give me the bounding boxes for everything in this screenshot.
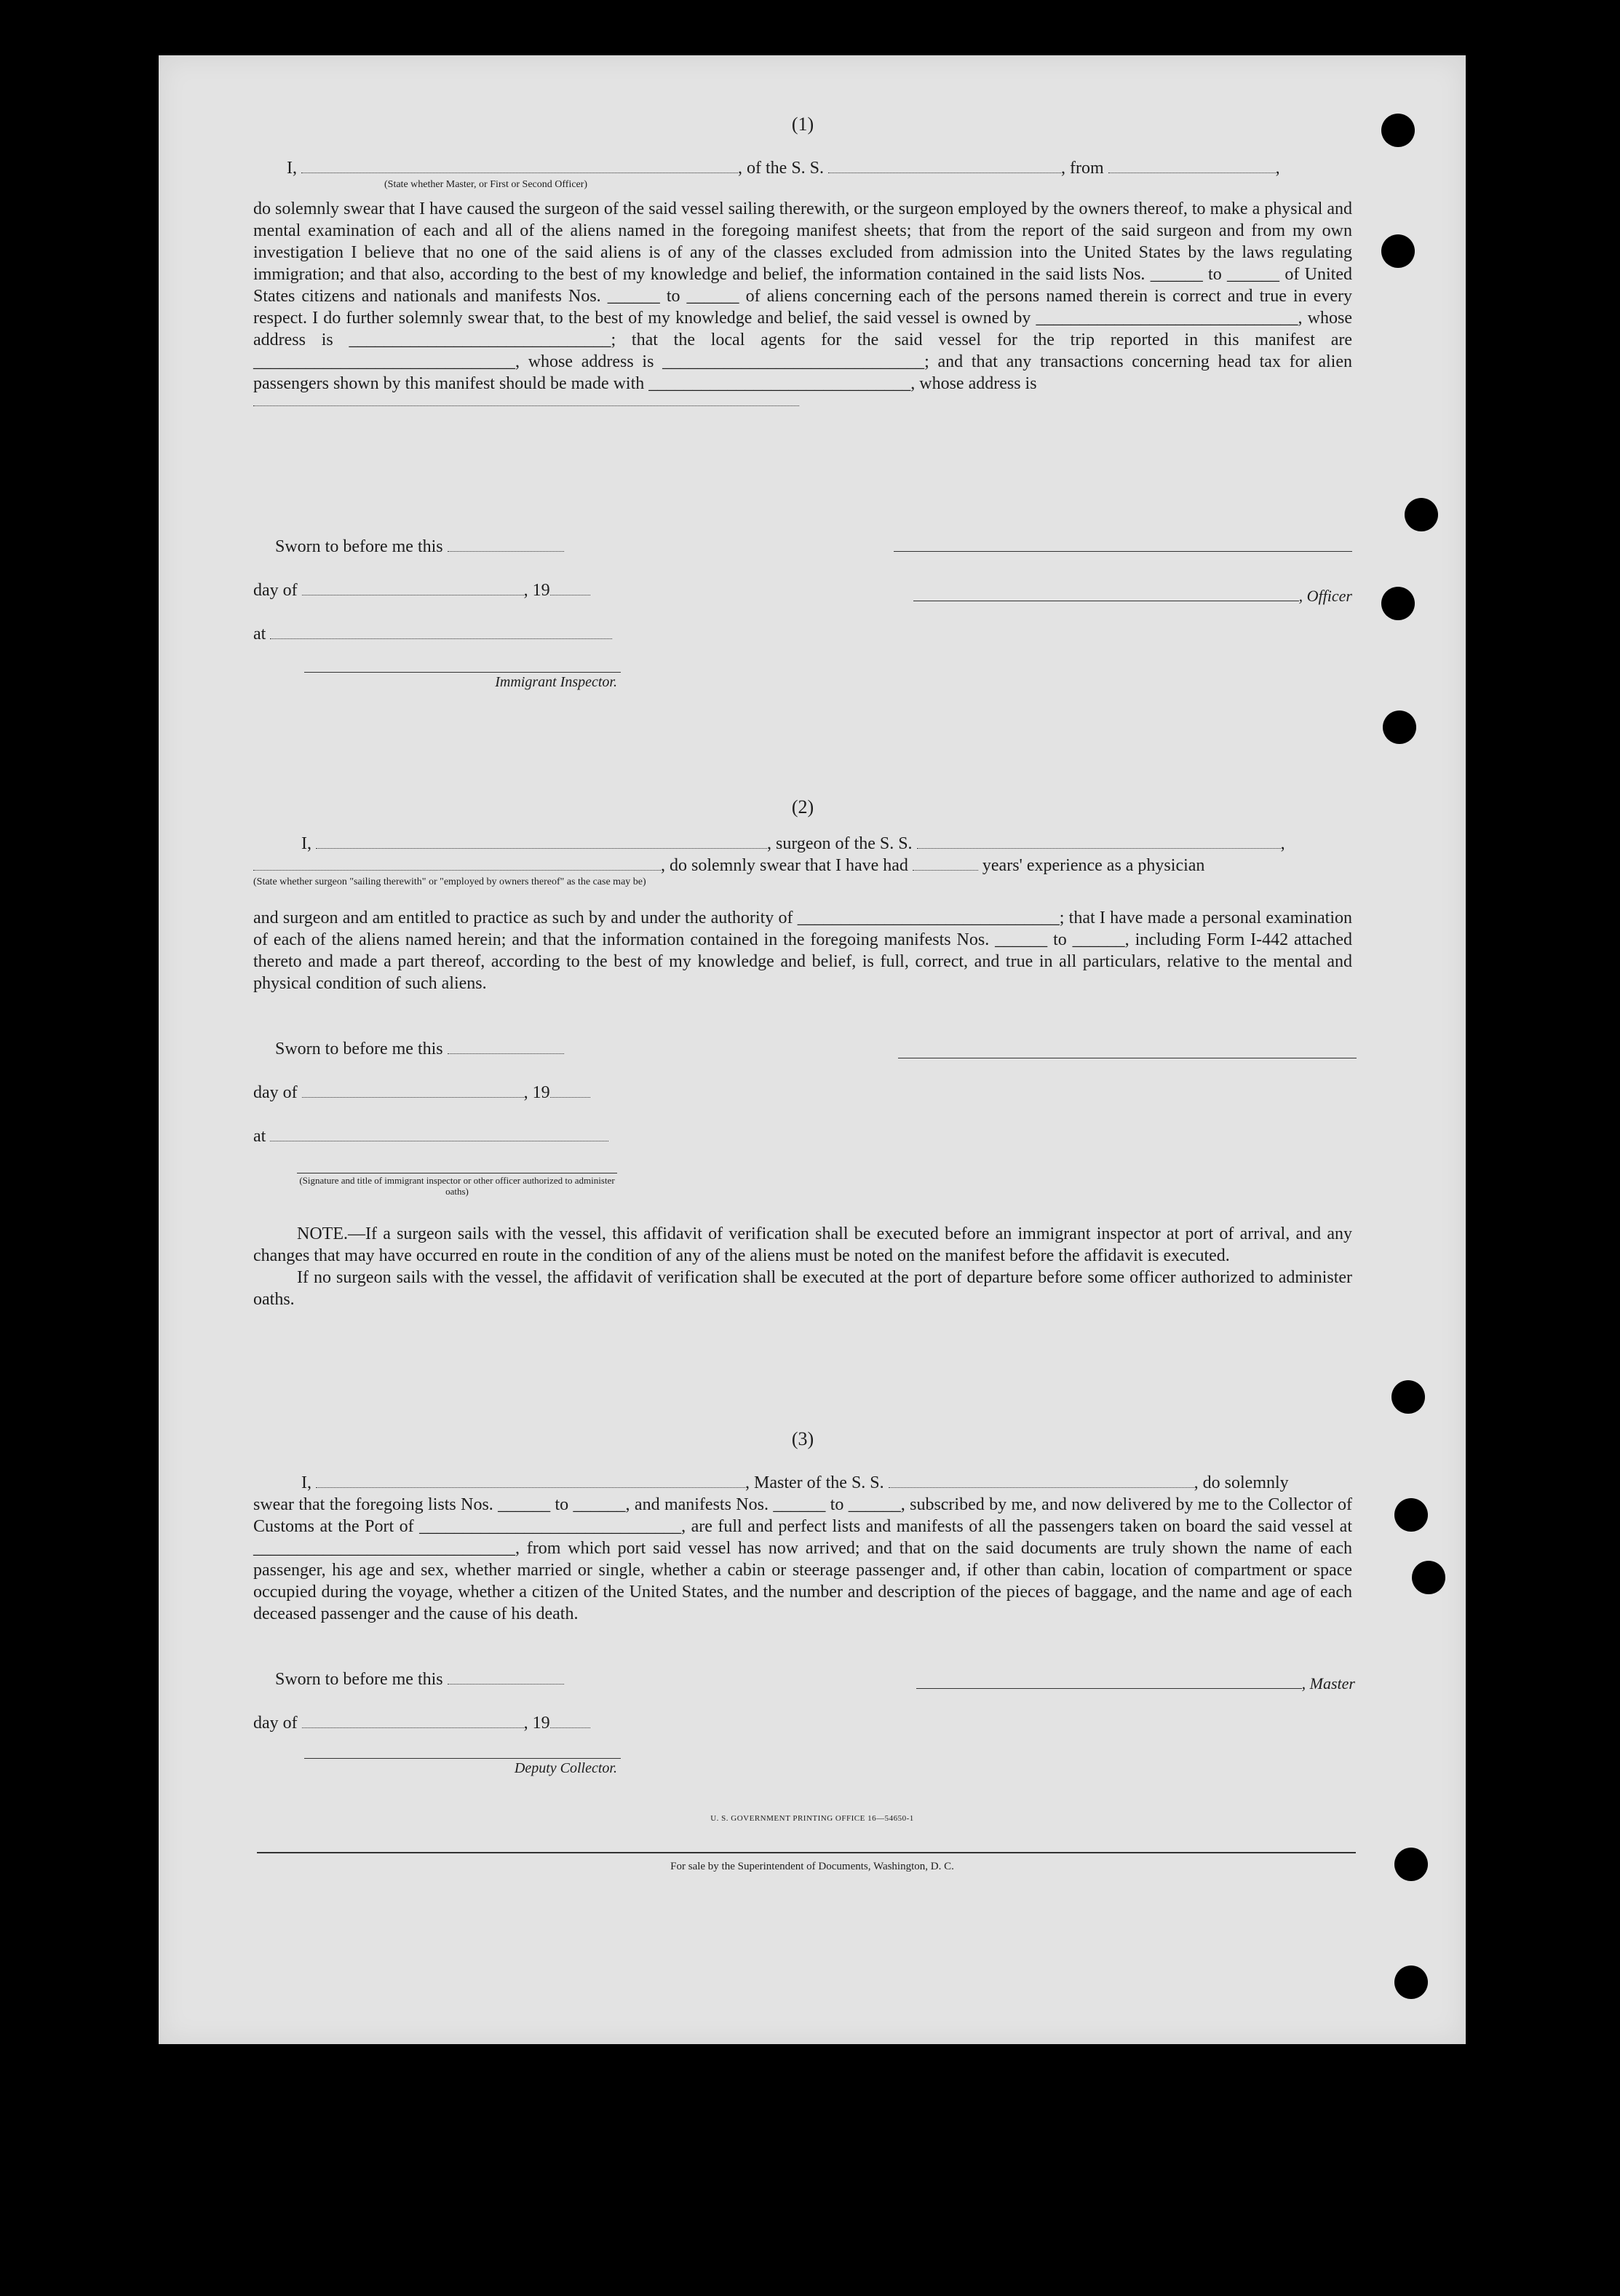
master-vessel-field[interactable] bbox=[889, 1474, 1194, 1488]
punch-hole bbox=[1381, 234, 1415, 268]
officer-rank-field[interactable] bbox=[301, 159, 738, 173]
section-1-jurat bbox=[253, 536, 617, 691]
section-3-heading: (3) bbox=[791, 1428, 814, 1449]
from-label: , from bbox=[1061, 159, 1104, 178]
section-3-jurat bbox=[253, 1668, 617, 1777]
surgeon-status-caption: (State whether surgeon "sailing therewith" or "employed by owners thereof" as the case may be) bbox=[253, 876, 646, 887]
place-field-2[interactable] bbox=[270, 1128, 608, 1141]
master-signature-block bbox=[900, 1673, 1355, 1695]
officer-signature-block bbox=[894, 550, 1352, 607]
vessel-name-field[interactable] bbox=[828, 159, 1061, 173]
years-field[interactable] bbox=[913, 857, 978, 871]
sworn-label-3: Sworn to before me this bbox=[275, 1670, 443, 1689]
section-2-jurat bbox=[253, 1038, 617, 1197]
footer-rule bbox=[257, 1852, 1356, 1853]
master-name-field[interactable] bbox=[316, 1474, 745, 1488]
note-surgeon-sails: NOTE.—If a surgeon sails with the vessel, this affidavit of verification shall be executed before an immigrant inspector at port of arrival, and any changes that may have occurred en route in the condition of any of the aliens must be noted on the manifest before the affidavit is executed. bbox=[253, 1224, 1352, 1265]
punch-hole bbox=[1391, 1380, 1425, 1414]
section-1-first-line: I, , of the S. S. , from , (State whether Master, or First or Second Officer) bbox=[253, 157, 1352, 191]
sale-notice: For sale by the Superintendent of Documents, Washington, D. C. bbox=[670, 1861, 954, 1872]
section-1 bbox=[253, 114, 1352, 135]
sworn-label: Sworn to before me this bbox=[275, 537, 443, 556]
master-of-ss-label: , Master of the S. S. bbox=[745, 1473, 884, 1492]
year-label: , 19 bbox=[523, 581, 550, 600]
of-ss-label: , of the S. S. bbox=[738, 159, 825, 178]
day-of-label: day of bbox=[253, 581, 298, 600]
month-field-3[interactable] bbox=[302, 1714, 524, 1728]
punch-hole bbox=[1381, 587, 1415, 620]
day-of-label-3: day of bbox=[253, 1714, 298, 1733]
authorized-officer-signature-line[interactable] bbox=[297, 1172, 617, 1173]
day-of-label-2: day of bbox=[253, 1083, 298, 1102]
surgeon-vessel-field[interactable] bbox=[917, 835, 1281, 849]
section-2-heading: (2) bbox=[791, 796, 814, 818]
sworn-day-field[interactable] bbox=[448, 538, 564, 552]
section-3-oath-text: swear that the foregoing lists Nos. ______ to ______, and manifests Nos. ______ to ______, subscribed by me, and now delivered by me to the Collector of Customs at the Port of ______________________________, are full and perfect lists and manifests of all the passengers taken on board the said vessel at ______________________________, from which port said vessel has now arrived; and that on the said documents are truly shown the name of each passenger, his age and sex, whether married or single, whether a cabin or steerage passenger and, if other than cabin, location of compartment or space occupied during the voyage, whether a citizen of the United States, and the number and description of the pieces of baggage, and the name and age of each deceased passenger and the cause of his death. bbox=[253, 1495, 1352, 1623]
sworn-day-field-2[interactable] bbox=[448, 1040, 564, 1054]
section-2-first-lines: I, , surgeon of the S. S. , , do solemnly swear that I have had years' experience as a physician (State whether surgeon "sailing therewith" or "employed by owners thereof" as the case may be) bbox=[253, 833, 1352, 888]
surgeon-signature-block bbox=[898, 1057, 1357, 1058]
punch-hole bbox=[1394, 1966, 1428, 1999]
section-3 bbox=[253, 1428, 1352, 1450]
sworn-label-2: Sworn to before me this bbox=[275, 1040, 443, 1058]
punch-hole bbox=[1394, 1498, 1428, 1532]
section-2 bbox=[253, 796, 1352, 818]
sworn-day-field-3[interactable] bbox=[448, 1671, 564, 1685]
do-solemnly-label: , do solemnly bbox=[1194, 1473, 1289, 1492]
at-label: at bbox=[253, 625, 266, 644]
surgeon-of-ss-label: , surgeon of the S. S. bbox=[767, 834, 913, 853]
section-3-body bbox=[253, 1494, 1352, 1625]
section-3-first-line bbox=[253, 1472, 1352, 1494]
section-1-oath-text: do solemnly swear that I have caused the surgeon of the said vessel sailing therewith, or the surgeon employed by the owners thereof, to make a physical and mental examination of each and all of the aliens named in the foregoing manifest sheets; that from the report of the said surgeon and from my own investigation I believe that no one of the said aliens is of any of the classes excluded from admission into the United States by the laws regulating immigration; and that also, according to the best of my knowledge and belief, the information contained in the said lists Nos. ______ to ______ of United States citizens and nationals and manifests Nos. ______ to ______ of aliens concerning each of the persons named therein is correct and true in every respect. I do further solemnly swear that, to the best of my knowledge and belief, the said vessel is owned by ______________________________, whose address is ______________________________; that the local agents for the said vessel for the trip reported in this manifest are ______________________________, whose address is ______________________________; and that any transactions concerning head tax for alien passengers shown by this manifest should be made with ______________________________, whose address is bbox=[253, 199, 1352, 393]
gpo-imprint: U. S. GOVERNMENT PRINTING OFFICE 16—54650-1 bbox=[710, 1814, 914, 1823]
surgeon-signature-line[interactable] bbox=[898, 1057, 1357, 1058]
officer-rank-caption: (State whether Master, or First or Second Officer) bbox=[384, 179, 588, 190]
note-no-surgeon: If no surgeon sails with the vessel, the affidavit of verification shall be executed at the port of departure before some officer authorized to administer oaths. bbox=[253, 1268, 1352, 1309]
bleed-through-text bbox=[1083, 84, 1092, 103]
punch-hole bbox=[1412, 1561, 1445, 1594]
surgeon-name-field[interactable] bbox=[316, 835, 767, 849]
i-label-3: I, bbox=[301, 1473, 311, 1492]
i-label-2: I, bbox=[301, 834, 311, 853]
address-line-field[interactable] bbox=[253, 405, 799, 406]
section-2-body bbox=[253, 907, 1352, 994]
from-port-field[interactable] bbox=[1108, 159, 1276, 173]
section-1-heading: (1) bbox=[791, 114, 814, 135]
master-signature-line[interactable] bbox=[916, 1675, 1302, 1689]
year-field-3[interactable] bbox=[550, 1714, 590, 1728]
place-field[interactable] bbox=[270, 625, 612, 639]
manifest-page bbox=[159, 55, 1466, 2044]
punch-hole bbox=[1383, 710, 1416, 744]
years-experience-label: years' experience as a physician bbox=[982, 856, 1205, 875]
swear-label: , do solemnly swear that I have had bbox=[661, 856, 908, 875]
collector-caption: Deputy Collector. bbox=[514, 1760, 617, 1776]
punch-hole bbox=[1381, 114, 1415, 147]
month-field-2[interactable] bbox=[302, 1084, 524, 1098]
signature-title-caption: (Signature and title of immigrant inspector or other officer authorized to administer oaths) bbox=[299, 1175, 615, 1197]
section-1-body bbox=[253, 198, 1352, 406]
month-field[interactable] bbox=[302, 582, 524, 595]
i-label: I, bbox=[287, 159, 297, 178]
officer-signature-line-1[interactable] bbox=[894, 550, 1352, 552]
year-field[interactable] bbox=[550, 582, 590, 595]
master-caption: , Master bbox=[1301, 1674, 1355, 1693]
year-label-2: , 19 bbox=[523, 1083, 550, 1102]
inspector-caption: Immigrant Inspector. bbox=[495, 674, 617, 690]
punch-hole bbox=[1405, 498, 1438, 531]
year-field-2[interactable] bbox=[550, 1084, 590, 1098]
collector-signature-line[interactable] bbox=[304, 1757, 621, 1759]
year-label-3: , 19 bbox=[523, 1714, 550, 1733]
officer-signature-line-2[interactable] bbox=[913, 587, 1299, 601]
section-2-notes bbox=[253, 1223, 1352, 1310]
punch-hole bbox=[1394, 1848, 1428, 1881]
at-label-2: at bbox=[253, 1127, 266, 1146]
officer-caption: , Officer bbox=[1298, 587, 1352, 605]
surgeon-status-field[interactable] bbox=[253, 857, 661, 871]
inspector-signature-line[interactable] bbox=[304, 671, 621, 673]
section-2-oath-text: and surgeon and am entitled to practice as such by and under the authority of ______________________________; that I have made a personal examination of each of the aliens named herein; and that the information contained in the foregoing manifests Nos. ______ to ______, including Form I-442 attached thereto and made a part thereof, according to the best of my knowledge and belief, is full, correct, and true in all particulars, relative to the mental and physical condition of such aliens. bbox=[253, 908, 1352, 993]
